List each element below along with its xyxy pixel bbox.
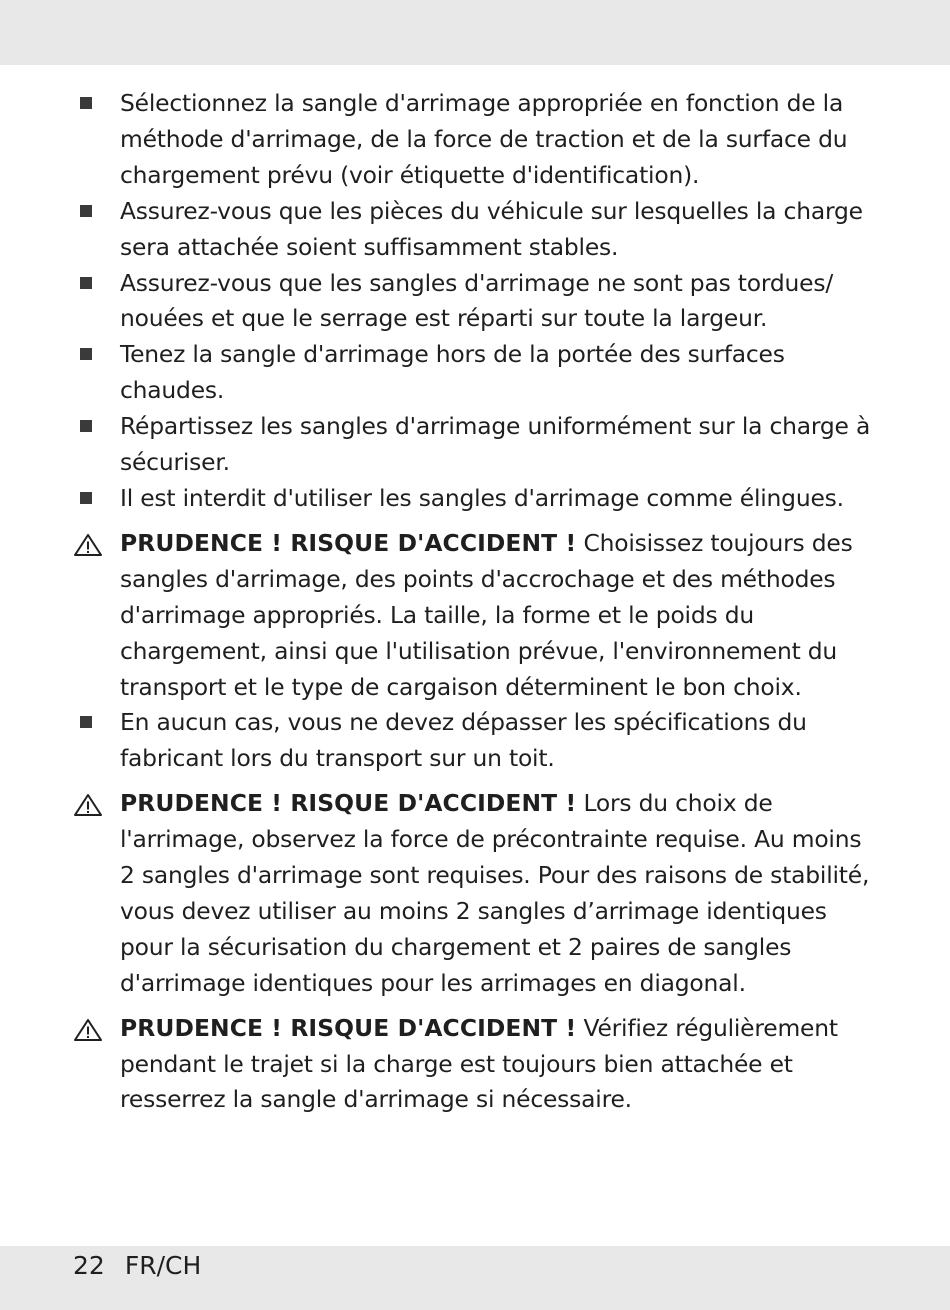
header-band (0, 0, 950, 65)
list-item (73, 409, 883, 481)
square-bullet-icon (80, 277, 92, 289)
list-item-text: Tenez la sangle d'arrimage hors de la portée des surfaces chaudes. (120, 340, 785, 405)
list-item-text: Assurez-vous que les sangles d'arrimage ne sont pas tordues/ nouées et que le serrage est réparti sur toute la largeur. (120, 268, 834, 333)
list-item (73, 481, 883, 517)
square-bullet-icon (80, 348, 92, 360)
locale-label: FR/CH (124, 1251, 202, 1280)
warning-item (73, 1011, 883, 1119)
square-bullet-icon (80, 205, 92, 217)
warning-text: Lors du choix de l'arrimage, observez la force de précontrainte requise. Au moins 2 sangles d'arrimage sont requises. Pour des raisons de stabilité, vous devez utiliser au moins 2 sangles d’arrimage identiques pour la sécurisation du chargement et 2 paires de sangles d'arrimage identiques pour les arrimages en diagonal. (120, 789, 870, 997)
list-item (73, 705, 883, 777)
warning-label: PRUDENCE ! RISQUE D'ACCIDENT ! (120, 1013, 577, 1042)
square-bullet-icon (80, 420, 92, 432)
warning-text: Choisissez toujours des sangles d'arrimage, des points d'accrochage et des méthodes d'arrimage appropriés. La taille, la forme et le poids du chargement, ainsi que l'utilisation prévue, l'environnement du transport et le type de cargaison déterminent le bon choix. (120, 528, 853, 701)
warning-triangle-icon (73, 533, 103, 557)
list-item-text: En aucun cas, vous ne devez dépasser les spécifications du fabricant lors du transport sur un toit. (120, 708, 807, 773)
list-item (73, 194, 883, 266)
list-item-text: Sélectionnez la sangle d'arrimage appropriée en fonction de la méthode d'arrimage, de la force de traction et de la surface du chargement prévu (voir étiquette d'identification). (120, 89, 848, 189)
square-bullet-icon (80, 97, 92, 109)
warning-triangle-icon (73, 1018, 103, 1042)
list-item (73, 266, 883, 338)
warning-label: PRUDENCE ! RISQUE D'ACCIDENT ! (120, 789, 577, 818)
list-item (73, 86, 883, 194)
warning-item (73, 786, 883, 1001)
warning-text: Vérifiez régulièrement pendant le trajet si la charge est toujours bien attachée et resserrez la sangle d'arrimage si nécessaire. (120, 1013, 838, 1114)
list-item-text: Il est interdit d'utiliser les sangles d'arrimage comme élingues. (120, 483, 844, 512)
page-footer (73, 1246, 201, 1286)
warning-triangle-icon (73, 793, 103, 817)
page-number: 22 (73, 1251, 105, 1280)
list-item (73, 337, 883, 409)
list-item-text: Assurez-vous que les pièces du véhicule sur lesquelles la charge sera attachée soient suffisamment stables. (120, 196, 863, 261)
square-bullet-icon (80, 492, 92, 504)
instruction-list (73, 86, 883, 1118)
square-bullet-icon (80, 716, 92, 728)
warning-item (73, 526, 883, 706)
warning-label: PRUDENCE ! RISQUE D'ACCIDENT ! (120, 528, 577, 557)
list-item-text: Répartissez les sangles d'arrimage uniformément sur la charge à sécuriser. (120, 412, 871, 477)
